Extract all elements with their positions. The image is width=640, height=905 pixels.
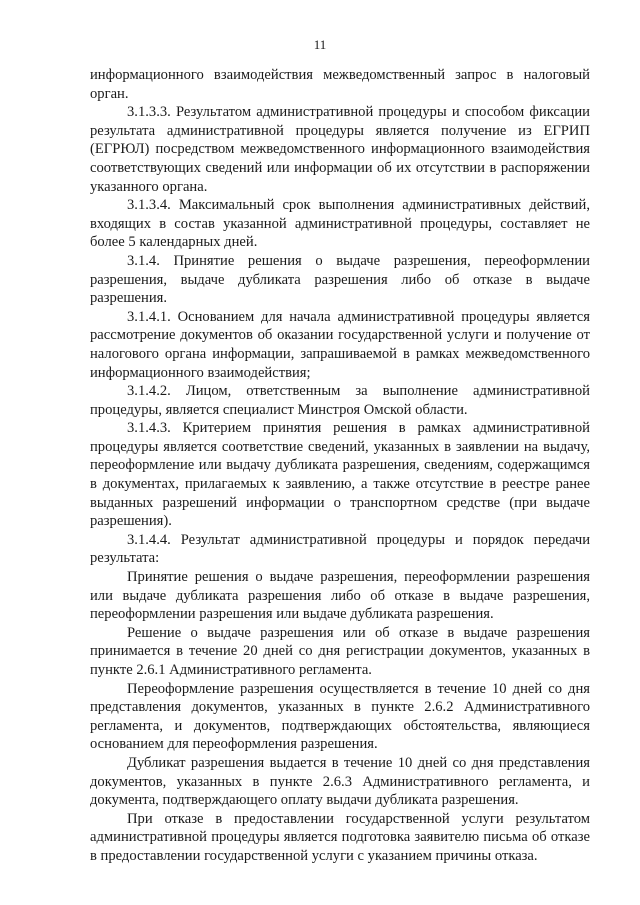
paragraph-decision-term: Решение о выдаче разрешения или об отказе в выдаче разрешения принимается в течение 20 дней со дня регистрации документов, указанных в пункте 2.6.1 Административного регламента. <box>90 624 590 678</box>
paragraph-3-1-3-4: 3.1.3.4. Максимальный срок выполнения административных действий, входящих в состав указанной административной процедуры, составляет не более 5 календарных дней. <box>90 197 590 251</box>
document-body <box>90 66 590 866</box>
paragraph-reissue-term: Переоформление разрешения осуществляется в течение 10 дней со дня представления документов, указанных в пункте 2.6.2 Административного регламента, и документов, подтверждающих обстоятельства, являющиеся основанием для переоформления разрешения. <box>90 680 590 753</box>
page-number: 11 <box>313 37 327 52</box>
paragraph-3-1-4-2: 3.1.4.2. Лицом, ответственным за выполнение административной процедуры, является специалист Минстроя Омской области. <box>90 383 590 418</box>
paragraph-duplicate-term: Дубликат разрешения выдается в течение 10 дней со дня представления документов, указанных в пункте 2.6.3 Административного регламента, и документа, подтверждающего оплату выдачи дубликата разрешения. <box>90 754 590 809</box>
paragraph-decision: Принятие решения о выдаче разрешения, переоформлении разрешения или выдаче дубликата разрешения либо об отказе в выдаче разрешения, переоформлении разрешения или выдаче дубликата разрешения. <box>90 569 590 623</box>
paragraph-3-1-4-4: 3.1.4.4. Результат административной процедуры и порядок передачи результата: <box>90 531 590 567</box>
paragraph-continuation: информационного взаимодействия межведомственный запрос в налоговый орган. <box>90 67 590 102</box>
paragraph-3-1-4: 3.1.4. Принятие решения о выдаче разрешения, переоформлении разрешения, выдаче дубликата разрешения либо об отказе в выдаче разрешения. <box>90 252 590 307</box>
paragraph-3-1-4-3: 3.1.4.3. Критерием принятия решения в рамках административной процедуры является соответствие сведений, указанных в заявлении на выдачу, переоформление или выдачу дубликата разрешения, сведениям, содержащимся в документах, прилагаемых к заявлению, а также отсутствие в реестре ранее выданных разрешений информации о транспортном средстве (при выдаче разрешения). <box>90 420 590 530</box>
paragraph-3-1-4-1: 3.1.4.1. Основанием для начала административной процедуры является рассмотрение документов об оказании государственной услуги и получение от налогового органа информации, запрашиваемой в рамках межведомственного информационного взаимодействия; <box>90 308 590 381</box>
paragraph-3-1-3-3: 3.1.3.3. Результатом административной процедуры и способом фиксации результата административной процедуры является получение из ЕГРИП (ЕГРЮЛ) посредством межведомственного информационного взаимодействия соответствующих сведений или информации об их отсутствии в распоряжении указанного органа. <box>90 104 590 195</box>
paragraph-refusal: При отказе в предоставлении государственной услуги результатом административной процедуры является подготовка заявителю письма об отказе в предоставлении государственной услуги с указанием причины отказа. <box>90 810 590 864</box>
